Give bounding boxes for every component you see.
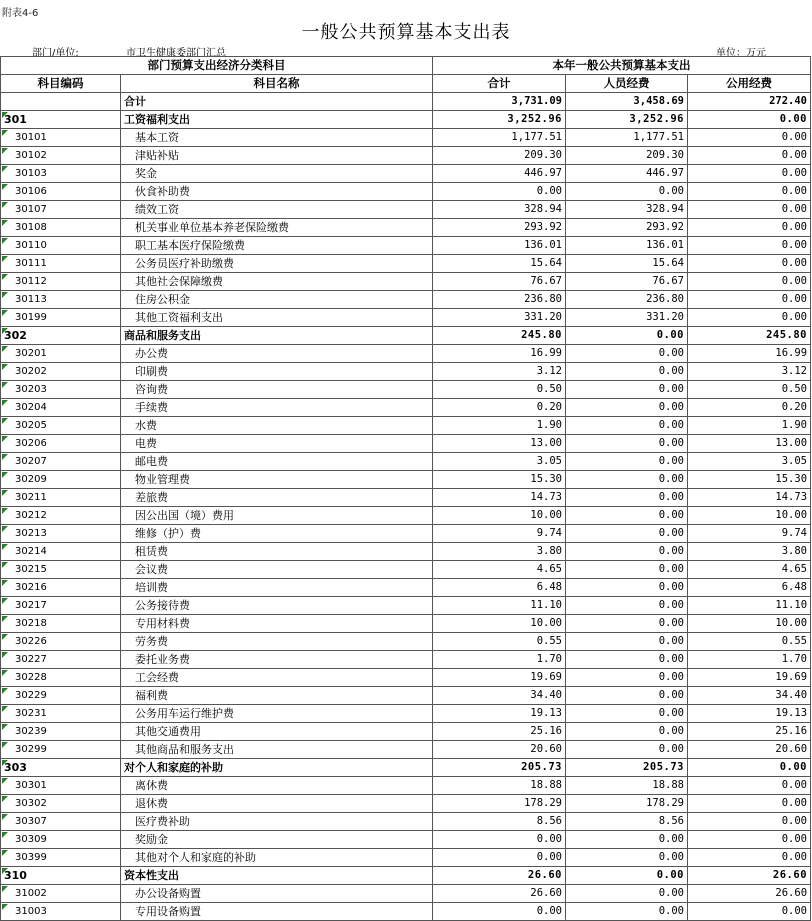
table-row	[1, 615, 811, 633]
row-public-cell: 0.00	[688, 147, 811, 165]
row-name-cell: 离休费	[121, 777, 433, 795]
table-row	[1, 435, 811, 453]
row-public-cell: 3.80	[688, 543, 811, 561]
row-total-cell: 1.70	[433, 651, 566, 669]
row-total-cell: 0.00	[433, 183, 566, 201]
row-public-cell: 16.99	[688, 345, 811, 363]
row-name-cell: 会议费	[121, 561, 433, 579]
row-total-cell: 15.30	[433, 471, 566, 489]
row-code-cell: 30227	[1, 651, 121, 669]
row-code-cell: 30204	[1, 399, 121, 417]
table-row	[1, 165, 811, 183]
row-personnel-cell: 0.00	[566, 579, 688, 597]
row-total-cell: 1,177.51	[433, 129, 566, 147]
table-row	[1, 651, 811, 669]
row-name-cell: 住房公积金	[121, 291, 433, 309]
row-public-cell: 0.00	[688, 903, 811, 921]
row-name-cell: 公务接待费	[121, 597, 433, 615]
row-total-cell: 331.20	[433, 309, 566, 327]
row-personnel-cell: 0.00	[566, 867, 688, 885]
table-body	[1, 57, 811, 921]
row-public-cell: 245.80	[688, 327, 811, 345]
row-code-cell: 31003	[1, 903, 121, 921]
row-total-cell: 0.50	[433, 381, 566, 399]
row-code-cell: 30301	[1, 777, 121, 795]
row-public-cell: 0.20	[688, 399, 811, 417]
row-personnel-cell: 178.29	[566, 795, 688, 813]
row-personnel-cell: 0.00	[566, 525, 688, 543]
row-name-cell: 差旅费	[121, 489, 433, 507]
row-public-cell: 20.60	[688, 741, 811, 759]
row-name-cell: 其他对个人和家庭的补助	[121, 849, 433, 867]
row-public-cell: 0.00	[688, 165, 811, 183]
row-public-cell: 4.65	[688, 561, 811, 579]
row-personnel-cell: 0.00	[566, 417, 688, 435]
row-personnel-cell: 0.00	[566, 399, 688, 417]
table-row	[1, 453, 811, 471]
row-public-cell: 10.00	[688, 507, 811, 525]
row-public-cell: 26.60	[688, 867, 811, 885]
row-public-cell: 0.50	[688, 381, 811, 399]
row-personnel-cell: 0.00	[566, 615, 688, 633]
total-public-cell: 272.40	[688, 93, 811, 111]
row-name-cell: 培训费	[121, 579, 433, 597]
row-name-cell: 绩效工资	[121, 201, 433, 219]
department-value: 市卫生健康委部门汇总	[126, 48, 226, 59]
row-total-cell: 245.80	[433, 327, 566, 345]
table-row	[1, 345, 811, 363]
row-public-cell: 0.00	[688, 111, 811, 129]
table-row	[1, 687, 811, 705]
row-total-cell: 26.60	[433, 885, 566, 903]
row-code-cell: 30299	[1, 741, 121, 759]
row-public-cell: 0.00	[688, 309, 811, 327]
row-public-cell: 0.55	[688, 633, 811, 651]
total-personnel-cell: 3,458.69	[566, 93, 688, 111]
row-total-cell: 3.05	[433, 453, 566, 471]
row-code-cell: 30215	[1, 561, 121, 579]
row-total-cell: 209.30	[433, 147, 566, 165]
row-public-cell: 26.60	[688, 885, 811, 903]
row-total-cell: 18.88	[433, 777, 566, 795]
category-row	[1, 327, 811, 345]
row-name-cell: 其他商品和服务支出	[121, 741, 433, 759]
row-total-cell: 3.80	[433, 543, 566, 561]
row-name-cell: 工资福利支出	[121, 111, 433, 129]
table-row	[1, 561, 811, 579]
table-row	[1, 417, 811, 435]
annex-label: 附表4-6	[2, 8, 39, 19]
row-total-cell: 3.12	[433, 363, 566, 381]
column-header-personnel: 人员经费	[566, 75, 688, 93]
row-code-cell: 30107	[1, 201, 121, 219]
table-row	[1, 129, 811, 147]
row-name-cell: 职工基本医疗保险缴费	[121, 237, 433, 255]
total-total-cell: 3,731.09	[433, 93, 566, 111]
row-public-cell: 19.13	[688, 705, 811, 723]
row-code-cell: 30209	[1, 471, 121, 489]
row-personnel-cell: 136.01	[566, 237, 688, 255]
row-personnel-cell: 0.00	[566, 345, 688, 363]
table-row	[1, 633, 811, 651]
row-public-cell: 0.00	[688, 183, 811, 201]
row-public-cell: 15.30	[688, 471, 811, 489]
row-personnel-cell: 1,177.51	[566, 129, 688, 147]
row-name-cell: 专用设备购置	[121, 903, 433, 921]
row-name-cell: 物业管理费	[121, 471, 433, 489]
row-name-cell: 基本工资	[121, 129, 433, 147]
table-row	[1, 849, 811, 867]
row-personnel-cell: 446.97	[566, 165, 688, 183]
row-name-cell: 商品和服务支出	[121, 327, 433, 345]
row-personnel-cell: 0.00	[566, 741, 688, 759]
row-public-cell: 25.16	[688, 723, 811, 741]
row-name-cell: 咨询费	[121, 381, 433, 399]
table-row	[1, 237, 811, 255]
row-total-cell: 6.48	[433, 579, 566, 597]
row-code-cell: 30218	[1, 615, 121, 633]
table-row	[1, 723, 811, 741]
table-row	[1, 813, 811, 831]
row-personnel-cell: 209.30	[566, 147, 688, 165]
table-row	[1, 579, 811, 597]
row-code-cell: 30205	[1, 417, 121, 435]
table-row	[1, 363, 811, 381]
row-personnel-cell: 0.00	[566, 489, 688, 507]
row-total-cell: 10.00	[433, 615, 566, 633]
row-code-cell: 30112	[1, 273, 121, 291]
row-name-cell: 机关事业单位基本养老保险缴费	[121, 219, 433, 237]
row-public-cell: 0.00	[688, 759, 811, 777]
row-personnel-cell: 0.00	[566, 903, 688, 921]
row-code-cell: 30309	[1, 831, 121, 849]
row-public-cell: 3.12	[688, 363, 811, 381]
row-code-cell: 30211	[1, 489, 121, 507]
row-public-cell: 0.00	[688, 237, 811, 255]
row-public-cell: 34.40	[688, 687, 811, 705]
row-total-cell: 20.60	[433, 741, 566, 759]
row-public-cell: 14.73	[688, 489, 811, 507]
table-row	[1, 507, 811, 525]
table-row	[1, 903, 811, 921]
row-total-cell: 136.01	[433, 237, 566, 255]
column-header-name: 科目名称	[121, 75, 433, 93]
table-row	[1, 597, 811, 615]
row-code-cell: 30201	[1, 345, 121, 363]
row-code-cell: 30101	[1, 129, 121, 147]
row-name-cell: 奖金	[121, 165, 433, 183]
unit-label: 单位：万元	[716, 48, 766, 59]
table-row	[1, 795, 811, 813]
row-code-cell: 30106	[1, 183, 121, 201]
page-title: 一般公共预算基本支出表	[301, 22, 511, 43]
row-personnel-cell: 0.00	[566, 669, 688, 687]
row-total-cell: 13.00	[433, 435, 566, 453]
row-personnel-cell: 0.00	[566, 849, 688, 867]
row-name-cell: 办公费	[121, 345, 433, 363]
row-name-cell: 租赁费	[121, 543, 433, 561]
row-total-cell: 15.64	[433, 255, 566, 273]
row-personnel-cell: 0.00	[566, 723, 688, 741]
row-personnel-cell: 328.94	[566, 201, 688, 219]
row-code-cell: 30199	[1, 309, 121, 327]
table-row	[1, 669, 811, 687]
row-code-cell: 303	[1, 759, 121, 777]
row-code-cell: 30214	[1, 543, 121, 561]
row-personnel-cell: 8.56	[566, 813, 688, 831]
row-name-cell: 电费	[121, 435, 433, 453]
row-personnel-cell: 236.80	[566, 291, 688, 309]
row-code-cell: 30399	[1, 849, 121, 867]
row-personnel-cell: 0.00	[566, 687, 688, 705]
expenditure-table	[0, 56, 811, 921]
total-code-cell	[1, 93, 121, 111]
row-personnel-cell: 0.00	[566, 633, 688, 651]
row-code-cell: 31002	[1, 885, 121, 903]
row-personnel-cell: 0.00	[566, 471, 688, 489]
row-name-cell: 印刷费	[121, 363, 433, 381]
row-total-cell: 11.10	[433, 597, 566, 615]
expenditure-sheet	[0, 56, 812, 918]
row-personnel-cell: 0.00	[566, 507, 688, 525]
row-public-cell: 0.00	[688, 831, 811, 849]
row-name-cell: 公务用车运行维护费	[121, 705, 433, 723]
column-header-public: 公用经费	[688, 75, 811, 93]
row-name-cell: 对个人和家庭的补助	[121, 759, 433, 777]
row-public-cell: 0.00	[688, 795, 811, 813]
row-code-cell: 30231	[1, 705, 121, 723]
row-code-cell: 310	[1, 867, 121, 885]
row-personnel-cell: 0.00	[566, 651, 688, 669]
row-name-cell: 其他社会保障缴费	[121, 273, 433, 291]
row-name-cell: 手续费	[121, 399, 433, 417]
table-row	[1, 489, 811, 507]
row-public-cell: 0.00	[688, 291, 811, 309]
table-row	[1, 741, 811, 759]
row-personnel-cell: 0.00	[566, 885, 688, 903]
row-total-cell: 446.97	[433, 165, 566, 183]
table-row	[1, 309, 811, 327]
row-name-cell: 邮电费	[121, 453, 433, 471]
row-public-cell: 3.05	[688, 453, 811, 471]
column-header-total: 合计	[433, 75, 566, 93]
row-name-cell: 退休费	[121, 795, 433, 813]
table-row	[1, 543, 811, 561]
row-personnel-cell: 0.00	[566, 435, 688, 453]
row-public-cell: 0.00	[688, 813, 811, 831]
row-total-cell: 76.67	[433, 273, 566, 291]
row-personnel-cell: 3,252.96	[566, 111, 688, 129]
row-public-cell: 0.00	[688, 255, 811, 273]
row-public-cell: 10.00	[688, 615, 811, 633]
row-personnel-cell: 331.20	[566, 309, 688, 327]
row-name-cell: 公务员医疗补助缴费	[121, 255, 433, 273]
table-row	[1, 201, 811, 219]
row-total-cell: 19.13	[433, 705, 566, 723]
row-code-cell: 30203	[1, 381, 121, 399]
table-row	[1, 381, 811, 399]
table-row	[1, 219, 811, 237]
row-code-cell: 30217	[1, 597, 121, 615]
column-header-code: 科目编码	[1, 75, 121, 93]
row-total-cell: 19.69	[433, 669, 566, 687]
row-code-cell: 301	[1, 111, 121, 129]
row-total-cell: 34.40	[433, 687, 566, 705]
row-public-cell: 13.00	[688, 435, 811, 453]
row-public-cell: 19.69	[688, 669, 811, 687]
row-name-cell: 奖励金	[121, 831, 433, 849]
table-row	[1, 147, 811, 165]
table-row	[1, 705, 811, 723]
row-name-cell: 医疗费补助	[121, 813, 433, 831]
row-personnel-cell: 0.00	[566, 183, 688, 201]
column-group-classification: 部门预算支出经济分类科目	[1, 57, 433, 75]
row-total-cell: 0.00	[433, 849, 566, 867]
row-total-cell: 293.92	[433, 219, 566, 237]
row-code-cell: 30213	[1, 525, 121, 543]
table-row	[1, 777, 811, 795]
row-name-cell: 其他交通费用	[121, 723, 433, 741]
category-row	[1, 111, 811, 129]
department-label: 部门/单位:	[32, 48, 79, 59]
row-code-cell: 30108	[1, 219, 121, 237]
row-code-cell: 30202	[1, 363, 121, 381]
row-code-cell: 30102	[1, 147, 121, 165]
row-total-cell: 16.99	[433, 345, 566, 363]
row-code-cell: 30302	[1, 795, 121, 813]
row-total-cell: 0.55	[433, 633, 566, 651]
row-name-cell: 委托业务费	[121, 651, 433, 669]
row-name-cell: 工会经费	[121, 669, 433, 687]
row-total-cell: 3,252.96	[433, 111, 566, 129]
row-personnel-cell: 18.88	[566, 777, 688, 795]
row-public-cell: 1.70	[688, 651, 811, 669]
header-row-columns	[1, 75, 811, 93]
row-personnel-cell: 0.00	[566, 327, 688, 345]
table-row	[1, 525, 811, 543]
row-public-cell: 9.74	[688, 525, 811, 543]
total-name-cell: 合计	[121, 93, 433, 111]
row-public-cell: 0.00	[688, 219, 811, 237]
category-row	[1, 867, 811, 885]
row-name-cell: 津贴补贴	[121, 147, 433, 165]
row-code-cell: 30229	[1, 687, 121, 705]
table-row	[1, 399, 811, 417]
row-personnel-cell: 293.92	[566, 219, 688, 237]
row-personnel-cell: 0.00	[566, 543, 688, 561]
row-personnel-cell: 0.00	[566, 363, 688, 381]
row-code-cell: 302	[1, 327, 121, 345]
column-group-budget: 本年一般公共预算基本支出	[433, 57, 811, 75]
row-personnel-cell: 0.00	[566, 381, 688, 399]
row-public-cell: 0.00	[688, 273, 811, 291]
row-name-cell: 伙食补助费	[121, 183, 433, 201]
table-row	[1, 273, 811, 291]
row-code-cell: 30206	[1, 435, 121, 453]
row-code-cell: 30113	[1, 291, 121, 309]
row-public-cell: 0.00	[688, 129, 811, 147]
row-code-cell: 30103	[1, 165, 121, 183]
row-public-cell: 0.00	[688, 777, 811, 795]
row-name-cell: 因公出国（境）费用	[121, 507, 433, 525]
table-row	[1, 885, 811, 903]
total-row	[1, 93, 811, 111]
row-total-cell: 0.00	[433, 831, 566, 849]
row-public-cell: 11.10	[688, 597, 811, 615]
row-total-cell: 10.00	[433, 507, 566, 525]
row-code-cell: 30228	[1, 669, 121, 687]
row-code-cell: 30226	[1, 633, 121, 651]
row-code-cell: 30110	[1, 237, 121, 255]
table-row	[1, 471, 811, 489]
row-personnel-cell: 0.00	[566, 561, 688, 579]
table-row	[1, 831, 811, 849]
row-total-cell: 0.00	[433, 903, 566, 921]
row-personnel-cell: 76.67	[566, 273, 688, 291]
row-name-cell: 劳务费	[121, 633, 433, 651]
row-name-cell: 水费	[121, 417, 433, 435]
row-public-cell: 0.00	[688, 849, 811, 867]
table-row	[1, 291, 811, 309]
row-code-cell: 30212	[1, 507, 121, 525]
row-code-cell: 30207	[1, 453, 121, 471]
table-row	[1, 183, 811, 201]
row-total-cell: 1.90	[433, 417, 566, 435]
row-total-cell: 178.29	[433, 795, 566, 813]
row-personnel-cell: 15.64	[566, 255, 688, 273]
row-personnel-cell: 0.00	[566, 831, 688, 849]
row-total-cell: 4.65	[433, 561, 566, 579]
row-total-cell: 25.16	[433, 723, 566, 741]
row-total-cell: 8.56	[433, 813, 566, 831]
row-total-cell: 9.74	[433, 525, 566, 543]
row-code-cell: 30239	[1, 723, 121, 741]
row-total-cell: 205.73	[433, 759, 566, 777]
row-public-cell: 6.48	[688, 579, 811, 597]
row-public-cell: 1.90	[688, 417, 811, 435]
row-code-cell: 30307	[1, 813, 121, 831]
row-name-cell: 资本性支出	[121, 867, 433, 885]
row-total-cell: 14.73	[433, 489, 566, 507]
row-personnel-cell: 205.73	[566, 759, 688, 777]
row-personnel-cell: 0.00	[566, 597, 688, 615]
category-row	[1, 759, 811, 777]
row-total-cell: 26.60	[433, 867, 566, 885]
row-total-cell: 328.94	[433, 201, 566, 219]
table-row	[1, 255, 811, 273]
row-code-cell: 30111	[1, 255, 121, 273]
row-name-cell: 福利费	[121, 687, 433, 705]
row-code-cell: 30216	[1, 579, 121, 597]
row-name-cell: 专用材料费	[121, 615, 433, 633]
row-public-cell: 0.00	[688, 201, 811, 219]
row-total-cell: 236.80	[433, 291, 566, 309]
row-name-cell: 维修（护）费	[121, 525, 433, 543]
row-total-cell: 0.20	[433, 399, 566, 417]
row-name-cell: 办公设备购置	[121, 885, 433, 903]
row-personnel-cell: 0.00	[566, 705, 688, 723]
header-row-group	[1, 57, 811, 75]
row-name-cell: 其他工资福利支出	[121, 309, 433, 327]
row-personnel-cell: 0.00	[566, 453, 688, 471]
